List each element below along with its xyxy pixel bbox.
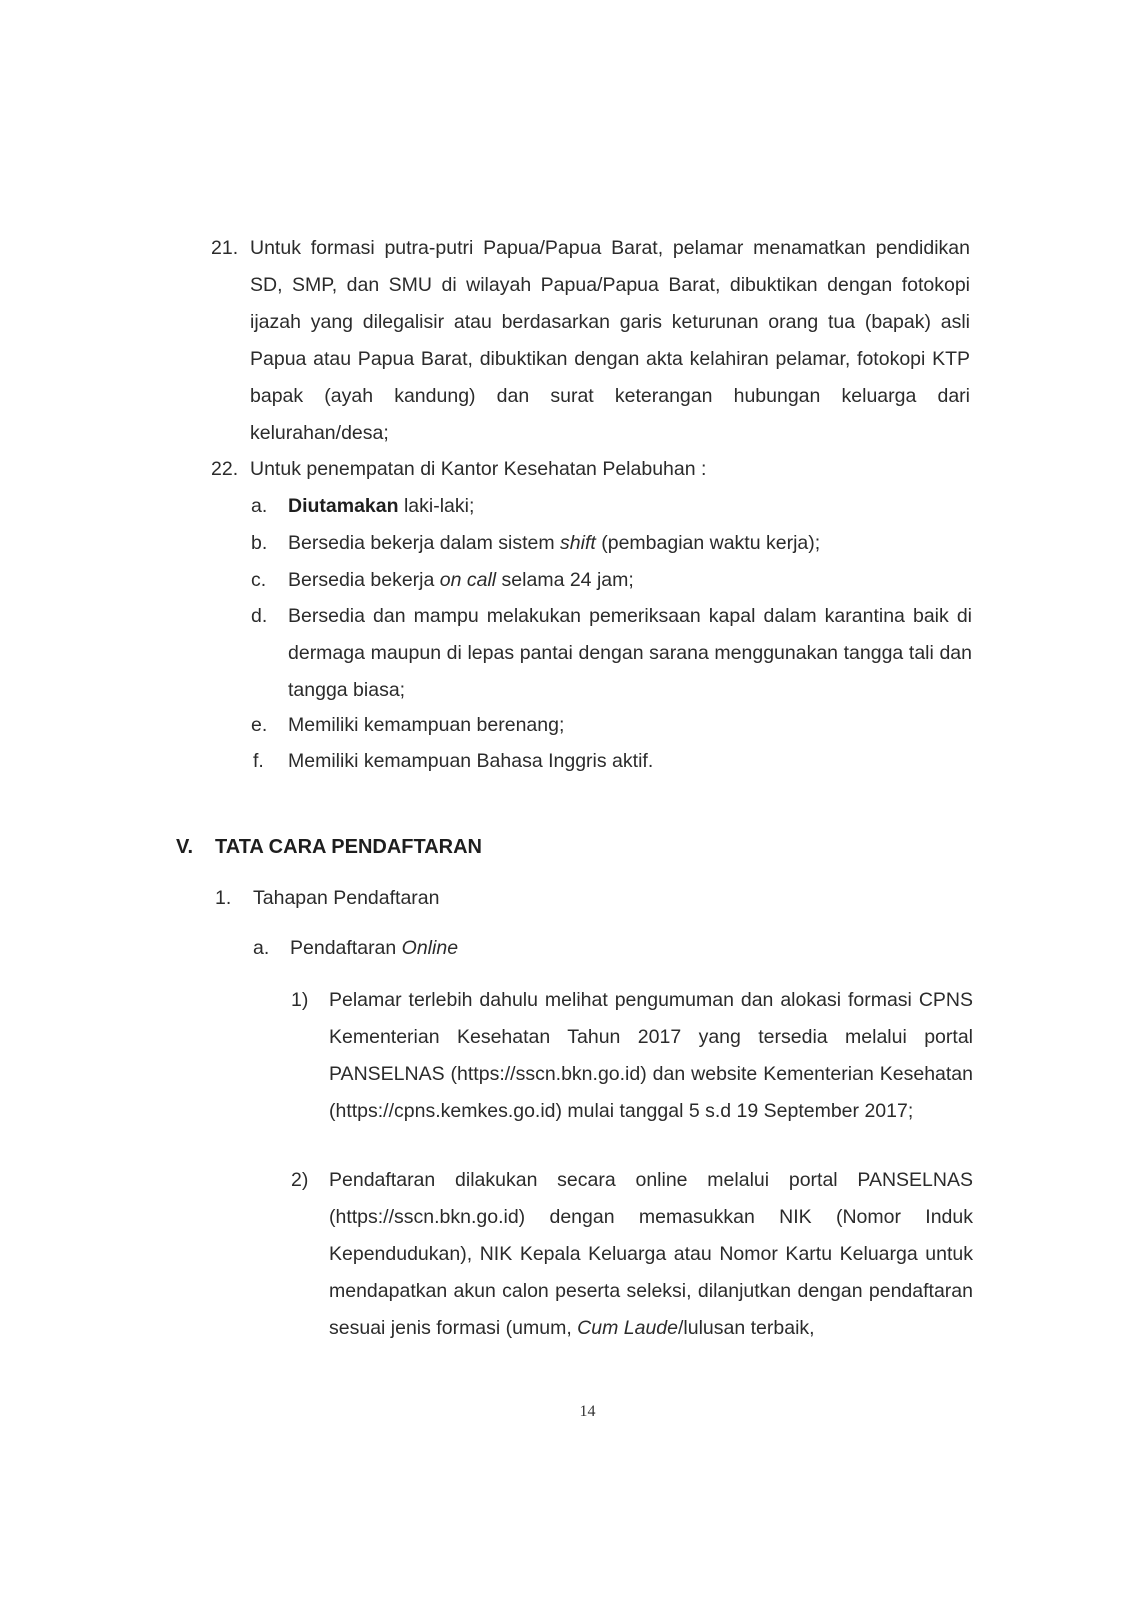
subitem-c-pre: Bersedia bekerja xyxy=(288,569,440,591)
subitem-c-text xyxy=(288,562,972,599)
step-1a-title xyxy=(290,930,970,967)
subitem-f-text: Memiliki kemampuan Bahasa Inggris aktif. xyxy=(288,750,654,772)
item-number-21: 21. xyxy=(211,237,239,259)
subitem-c-post: selama 24 jam; xyxy=(496,569,634,591)
point-number-1: 1) xyxy=(291,989,309,1011)
point-2-text xyxy=(329,1162,973,1347)
subitem-d-text: Bersedia dan mampu melakukan pemeriksaan kapal dalam karantina baik di dermaga maupun di lepas pantai dengan sarana menggunakan tangga tali dan tangga biasa; xyxy=(288,605,972,701)
item-number-22: 22. xyxy=(211,458,239,480)
subitem-b-text xyxy=(288,525,972,562)
step-1a-title-text: Pendaftaran xyxy=(290,937,402,959)
subitem-b-post: (pembagian waktu kerja); xyxy=(595,532,821,554)
subitem-letter-c: c. xyxy=(251,569,267,591)
subitem-a-text xyxy=(288,488,972,525)
subitem-letter-a: a. xyxy=(251,495,268,517)
item-22-text: Untuk penempatan di Kantor Kesehatan Pelabuhan : xyxy=(250,458,707,480)
point-1-text: Pelamar terlebih dahulu melihat pengumuman dan alokasi formasi CPNS Kementerian Kesehatan Tahun 2017 yang tersedia melalui portal PANSELNAS (https://sscn.bkn.go.id) dan website Kementerian Kesehatan (https://cpns.kemkes.go.id) mulai tanggal 5 s.d 19 September 2017; xyxy=(329,989,973,1122)
subitem-letter-f: f. xyxy=(253,750,264,772)
step-1-title: Tahapan Pendaftaran xyxy=(253,887,440,909)
section-title: TATA CARA PENDAFTARAN xyxy=(215,836,483,858)
subitem-e-text: Memiliki kemampuan berenang; xyxy=(288,714,565,736)
point-2-pre: Pendaftaran dilakukan secara online melalui portal PANSELNAS (https://sscn.bkn.go.id) dengan memasukkan NIK (Nomor Induk Kependudukan), NIK Kepala Keluarga atau Nomor Kartu Keluarga untuk mendapatkan akun calon peserta seleksi, dilanjutkan dengan pendaftaran sesuai jenis formasi (umum, xyxy=(329,1169,973,1339)
subitem-letter-e: e. xyxy=(251,714,268,736)
step-1a-title-italic: Online xyxy=(401,937,459,959)
section-number: V. xyxy=(176,836,194,858)
item-21-text: Untuk formasi putra-putri Papua/Papua Barat, pelamar menamatkan pendidikan SD, SMP, dan SMU di wilayah Papua/Papua Barat, dibuktikan dengan fotokopi ijazah yang dilegalisir atau berdasarkan garis keturunan orang tua (bapak) asli Papua atau Papua Barat, dibuktikan dengan akta kelahiran pelamar, fotokopi KTP bapak (ayah kandung) dan surat keterangan hubungan keluarga dari kelurahan/desa; xyxy=(250,237,970,444)
subitem-letter-b: b. xyxy=(251,532,268,554)
step-number-1: 1. xyxy=(215,887,232,909)
subitem-b-italic: shift xyxy=(560,532,596,554)
point-2-post: /lulusan terbaik, xyxy=(678,1317,815,1339)
subitem-a-bold: Diutamakan xyxy=(288,495,399,517)
subitem-a-rest: laki-laki; xyxy=(398,495,475,517)
step-1a-letter: a. xyxy=(253,937,270,959)
point-2-italic: Cum Laude xyxy=(577,1317,678,1339)
subitem-letter-d: d. xyxy=(251,605,268,627)
page-number: 14 xyxy=(579,1403,596,1420)
point-number-2: 2) xyxy=(291,1169,309,1191)
subitem-b-pre: Bersedia bekerja dalam sistem xyxy=(288,532,561,554)
subitem-c-italic: on call xyxy=(439,569,497,591)
